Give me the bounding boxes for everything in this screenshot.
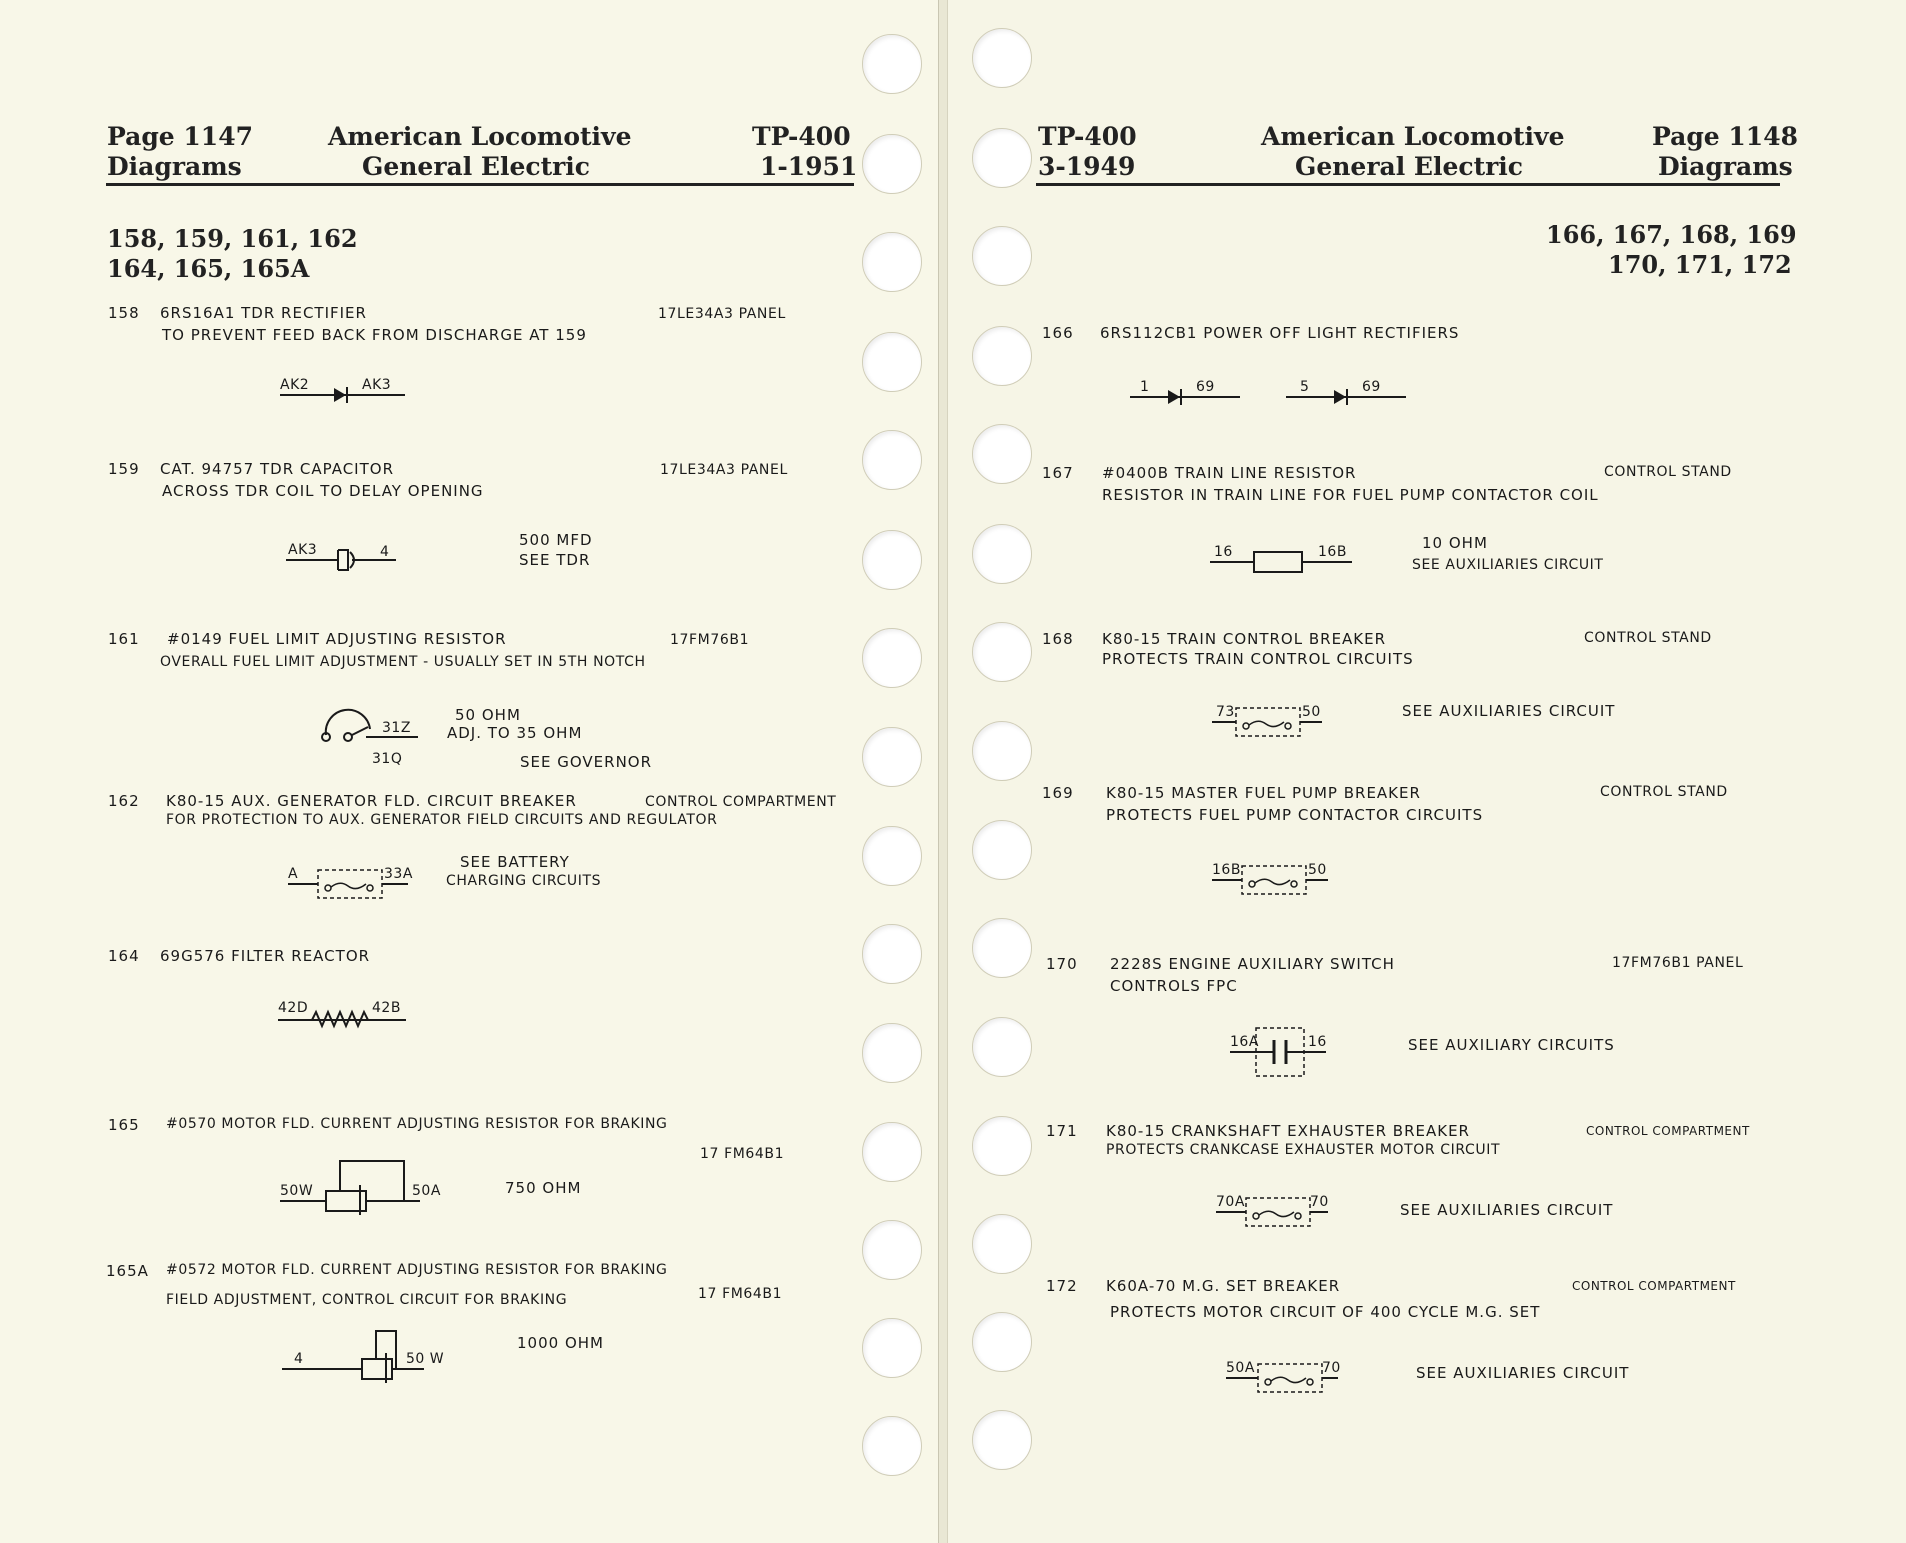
entry-168-number: 168: [1042, 630, 1074, 648]
entry-172-location: CONTROL COMPARTMENT: [1572, 1279, 1736, 1293]
entry-169-location: CONTROL STAND: [1600, 784, 1728, 800]
entry-158-location: 17LE34A3 PANEL: [658, 306, 786, 322]
entry-167-location: CONTROL STAND: [1604, 464, 1732, 480]
entry-169-breaker-diagram: [1212, 858, 1342, 902]
entry-165-location: 17 FM64B1: [700, 1146, 785, 1162]
entry-166-rectifier-1-terminal-a: 1: [1140, 379, 1150, 395]
entry-162-note-2: CHARGING CIRCUITS: [446, 873, 602, 889]
entry-168-desc: PROTECTS TRAIN CONTROL CIRCUITS: [1102, 650, 1414, 668]
entry-165-note-1: 750 OHM: [505, 1179, 582, 1197]
punch-hole: [862, 134, 922, 194]
right-item-numbers-2: 170, 171, 172: [1608, 250, 1792, 279]
entry-161-desc: OVERALL FUEL LIMIT ADJUSTMENT - USUALLY SET IN 5TH NOTCH: [160, 654, 646, 670]
entry-171-desc: PROTECTS CRANKCASE EXHAUSTER MOTOR CIRCUIT: [1106, 1142, 1501, 1158]
right-item-numbers-1: 166, 167, 168, 169: [1546, 220, 1797, 249]
left-section-label: Diagrams: [107, 152, 242, 181]
entry-164-terminal-a: 42D: [278, 1000, 309, 1016]
left-company-line1: American Locomotive: [328, 122, 632, 151]
entry-167-terminal-b: 16B: [1318, 544, 1347, 560]
entry-159-location: 17LE34A3 PANEL: [660, 462, 788, 478]
left-item-numbers-2: 164, 165, 165A: [107, 254, 310, 283]
entry-166-rectifier-1-terminal-b: 69: [1196, 379, 1215, 395]
entry-171-breaker-diagram: [1216, 1190, 1346, 1234]
entry-172-breaker-diagram: [1226, 1356, 1356, 1400]
entry-165-number: 165: [108, 1116, 140, 1134]
entry-170-location: 17FM76B1 PANEL: [1612, 955, 1744, 971]
entry-168-note-1: SEE AUXILIARIES CIRCUIT: [1402, 702, 1616, 720]
punch-hole: [862, 1122, 922, 1182]
entry-164-terminal-b: 42B: [372, 1000, 401, 1016]
right-company-line1: American Locomotive: [1261, 122, 1565, 151]
punch-hole: [862, 727, 922, 787]
entry-169-number: 169: [1042, 784, 1074, 802]
entry-168-terminal-a: 73: [1216, 704, 1235, 720]
entry-162-location: CONTROL COMPARTMENT: [645, 794, 837, 810]
right-doc-code: TP-400: [1038, 122, 1137, 151]
entry-162-title: K80-15 AUX. GENERATOR FLD. CIRCUIT BREAKER: [166, 792, 577, 810]
entry-159-terminal-b: 4: [380, 544, 390, 560]
left-header-rule: [106, 183, 854, 186]
entry-170-title: 2228S ENGINE AUXILIARY SWITCH: [1110, 955, 1395, 973]
entry-162-number: 162: [108, 792, 140, 810]
entry-161-note-2: ADJ. TO 35 OHM: [447, 724, 583, 742]
entry-166-title: 6RS112CB1 POWER OFF LIGHT RECTIFIERS: [1100, 324, 1460, 342]
entry-172-number: 172: [1046, 1277, 1078, 1295]
entry-159-number: 159: [108, 460, 140, 478]
entry-165a-terminal-a: 4: [294, 1351, 304, 1367]
entry-162-note-1: SEE BATTERY: [460, 853, 570, 871]
left-company-line2: General Electric: [362, 152, 591, 181]
entry-167-resistor-diagram: [1210, 538, 1380, 578]
entry-165a-location: 17 FM64B1: [698, 1286, 783, 1302]
punch-hole: [862, 1416, 922, 1476]
right-header-rule: [1036, 183, 1780, 186]
left-item-numbers-1: 158, 159, 161, 162: [107, 224, 358, 253]
entry-171-terminal-a: 70A: [1216, 1194, 1245, 1210]
punch-hole: [862, 1318, 922, 1378]
entry-159-note-2: SEE TDR: [519, 551, 591, 569]
entry-158-title: 6RS16A1 TDR RECTIFIER: [160, 304, 367, 322]
entry-159-note-1: 500 MFD: [519, 531, 593, 549]
entry-167-note-2: SEE AUXILIARIES CIRCUIT: [1412, 557, 1604, 573]
left-doc-date: 1-1951: [760, 152, 858, 181]
entry-161-note-3: SEE GOVERNOR: [520, 753, 653, 771]
entry-168-title: K80-15 TRAIN CONTROL BREAKER: [1102, 630, 1387, 648]
entry-171-location: CONTROL COMPARTMENT: [1586, 1124, 1750, 1138]
entry-161-number: 161: [108, 630, 140, 648]
entry-165a-note-1: 1000 OHM: [517, 1334, 604, 1352]
entry-165a-title: #0572 MOTOR FLD. CURRENT ADJUSTING RESISTOR FOR BRAKING: [166, 1262, 668, 1278]
entry-159-terminal-a: AK3: [288, 542, 318, 558]
entry-166-number: 166: [1042, 324, 1074, 342]
entry-167-number: 167: [1042, 464, 1074, 482]
entry-162-terminal-a: A: [288, 866, 299, 882]
entry-165-resistor-diagram: [280, 1155, 445, 1225]
entry-161-terminal-b: 31Q: [372, 751, 403, 767]
left-doc-code: TP-400: [752, 122, 851, 151]
entry-162-breaker-diagram: [288, 862, 428, 906]
entry-172-terminal-a: 50A: [1226, 1360, 1255, 1376]
entry-166-rectifier-2-terminal-a: 5: [1300, 379, 1310, 395]
entry-169-terminal-a: 16B: [1212, 862, 1241, 878]
entry-159-desc: ACROSS TDR COIL TO DELAY OPENING: [162, 482, 484, 500]
entry-170-desc: CONTROLS FPC: [1110, 977, 1238, 995]
entry-162-terminal-b: 33A: [384, 866, 413, 882]
punch-hole: [862, 1220, 922, 1280]
entry-167-title: #0400B TRAIN LINE RESISTOR: [1102, 464, 1357, 482]
punch-hole: [862, 34, 922, 94]
entry-167-terminal-a: 16: [1214, 544, 1233, 560]
entry-161-rheostat-diagram: [318, 705, 428, 767]
entry-158-rectifier-diagram: [270, 375, 420, 411]
entry-162-desc: FOR PROTECTION TO AUX. GENERATOR FIELD CIRCUITS AND REGULATOR: [166, 812, 718, 828]
entry-161-title: #0149 FUEL LIMIT ADJUSTING RESISTOR: [167, 630, 507, 648]
left-page: [0, 0, 938, 1543]
entry-168-breaker-diagram: [1212, 700, 1342, 744]
entry-172-note-1: SEE AUXILIARIES CIRCUIT: [1416, 1364, 1630, 1382]
entry-164-number: 164: [108, 947, 140, 965]
punch-hole: [862, 826, 922, 886]
entry-171-terminal-b: 70: [1310, 1194, 1329, 1210]
entry-172-desc: PROTECTS MOTOR CIRCUIT OF 400 CYCLE M.G. SET: [1110, 1303, 1541, 1321]
punch-hole: [862, 924, 922, 984]
entry-164-title: 69G576 FILTER REACTOR: [160, 947, 371, 965]
entry-167-desc: RESISTOR IN TRAIN LINE FOR FUEL PUMP CONTACTOR COIL: [1102, 486, 1599, 504]
entry-170-switch-diagram: [1230, 1022, 1350, 1082]
entry-166-rectifiers-diagram: [1130, 375, 1420, 411]
entry-172-terminal-b: 70: [1322, 1360, 1341, 1376]
entry-164-reactor-diagram: [278, 998, 428, 1032]
entry-158-number: 158: [108, 304, 140, 322]
entry-165-title: #0570 MOTOR FLD. CURRENT ADJUSTING RESISTOR FOR BRAKING: [166, 1116, 668, 1132]
entry-169-terminal-b: 50: [1308, 862, 1327, 878]
entry-172-title: K60A-70 M.G. SET BREAKER: [1106, 1277, 1341, 1295]
right-doc-date: 3-1949: [1038, 152, 1136, 181]
entry-165-terminal-a: 50W: [280, 1183, 314, 1199]
punch-hole: [862, 530, 922, 590]
entry-170-terminal-b: 16: [1308, 1034, 1327, 1050]
right-page-label: Page 1148: [1652, 122, 1798, 151]
right-page: [946, 0, 1906, 1543]
punch-hole: [862, 430, 922, 490]
entry-165a-desc: FIELD ADJUSTMENT, CONTROL CIRCUIT FOR BRAKING: [166, 1292, 568, 1308]
punch-hole: [862, 332, 922, 392]
entry-168-terminal-b: 50: [1302, 704, 1321, 720]
entry-165a-terminal-b: 50 W: [406, 1351, 445, 1367]
left-page-label: Page 1147: [107, 122, 253, 151]
punch-hole: [862, 232, 922, 292]
entry-158-terminal-b: AK3: [362, 377, 392, 393]
entry-161-note-1: 50 OHM: [455, 706, 521, 724]
entry-165-terminal-b: 50A: [412, 1183, 441, 1199]
entry-171-note-1: SEE AUXILIARIES CIRCUIT: [1400, 1201, 1614, 1219]
entry-170-number: 170: [1046, 955, 1078, 973]
entry-169-desc: PROTECTS FUEL PUMP CONTACTOR CIRCUITS: [1106, 806, 1484, 824]
entry-169-title: K80-15 MASTER FUEL PUMP BREAKER: [1106, 784, 1421, 802]
entry-168-location: CONTROL STAND: [1584, 630, 1712, 646]
entry-166-rectifier-2-terminal-b: 69: [1362, 379, 1381, 395]
entry-165a-number: 165A: [106, 1262, 149, 1280]
entry-159-capacitor-diagram: [286, 538, 416, 578]
right-section-label: Diagrams: [1658, 152, 1793, 181]
entry-171-title: K80-15 CRANKSHAFT EXHAUSTER BREAKER: [1106, 1122, 1470, 1140]
punch-hole: [862, 1023, 922, 1083]
entry-171-number: 171: [1046, 1122, 1078, 1140]
entry-167-note-1: 10 OHM: [1422, 534, 1488, 552]
entry-159-title: CAT. 94757 TDR CAPACITOR: [160, 460, 394, 478]
entry-170-terminal-a: 16A: [1230, 1034, 1259, 1050]
entry-161-location: 17FM76B1: [670, 632, 750, 648]
entry-165a-resistor-diagram: [282, 1325, 452, 1391]
entry-170-note-1: SEE AUXILIARY CIRCUITS: [1408, 1036, 1615, 1054]
punch-hole: [862, 628, 922, 688]
entry-161-terminal-a: 31Z: [382, 720, 411, 736]
entry-158-desc: TO PREVENT FEED BACK FROM DISCHARGE AT 159: [162, 326, 587, 344]
entry-158-terminal-a: AK2: [280, 377, 310, 393]
right-company-line2: General Electric: [1295, 152, 1524, 181]
